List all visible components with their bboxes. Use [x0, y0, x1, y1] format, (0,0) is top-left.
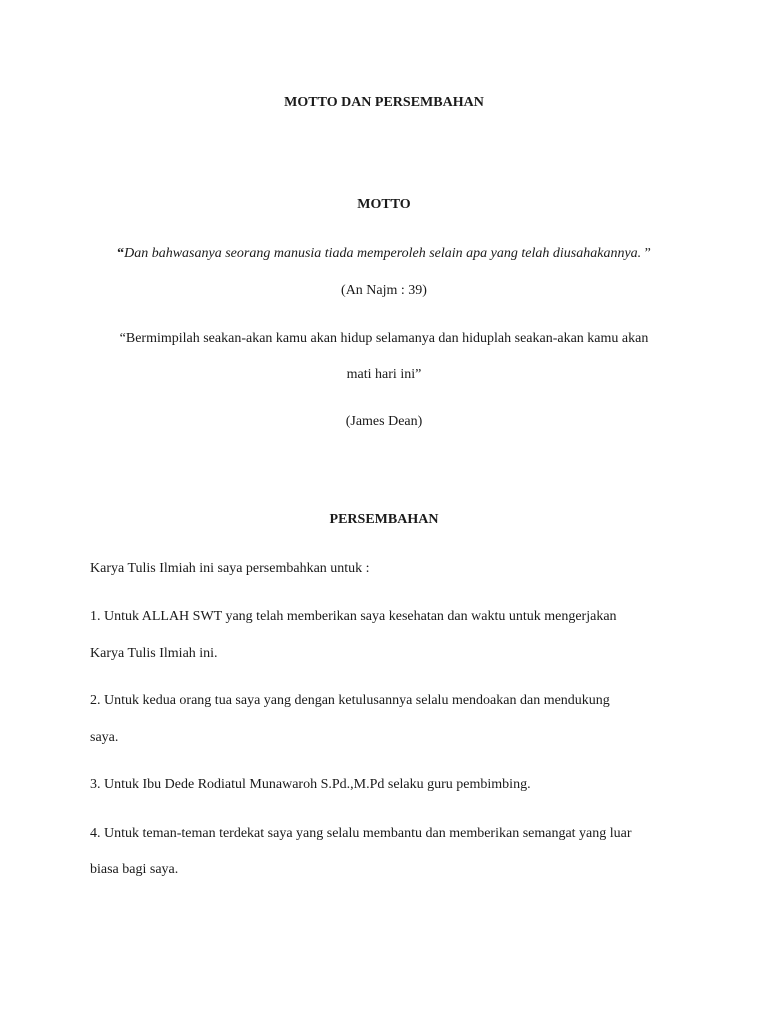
motto-heading: MOTTO — [357, 197, 411, 212]
list-item-1-line-2: Karya Tulis Ilmiah ini. — [90, 646, 218, 661]
list-item-4-line-1: 4. Untuk teman-teman terdekat saya yang selalu membantu dan memberikan semangat yang luar — [90, 826, 632, 841]
quote-open-mark: “ — [117, 246, 125, 261]
persembahan-intro: Karya Tulis Ilmiah ini saya persembahkan untuk : — [90, 561, 370, 576]
quote-2-source: (James Dean) — [345, 414, 423, 429]
list-item-4-line-2: biasa bagi saya. — [90, 862, 179, 877]
list-item-3-line-1: 3. Untuk Ibu Dede Rodiatul Munawaroh S.Pd.,M.Pd selaku guru pembimbing. — [90, 777, 531, 792]
quote-1-text: Dan bahwasanya seorang manusia tiada memperoleh selain apa yang telah diusahakannya. — [124, 246, 642, 261]
quote-2-line-1: “Bermimpilah seakan-akan kamu akan hidup selamanya dan hiduplah seakan-akan kamu akan — [119, 331, 649, 346]
quote-2-line-2: mati hari ini” — [346, 367, 422, 382]
list-item-1-line-1: 1. Untuk ALLAH SWT yang telah memberikan saya kesehatan dan waktu untuk mengerjakan — [90, 609, 617, 624]
page-title: MOTTO DAN PERSEMBAHAN — [284, 95, 484, 110]
quote-1-source: (An Najm : 39) — [341, 283, 427, 298]
quote-close-mark: ” — [641, 246, 651, 261]
list-item-2-line-2: saya. — [90, 730, 119, 745]
list-item-2-line-1: 2. Untuk kedua orang tua saya yang dengan ketulusannya selalu mendoakan dan mendukung — [90, 693, 610, 708]
persembahan-heading: PERSEMBAHAN — [329, 512, 439, 527]
motto-quote-1 — [0, 245, 768, 263]
